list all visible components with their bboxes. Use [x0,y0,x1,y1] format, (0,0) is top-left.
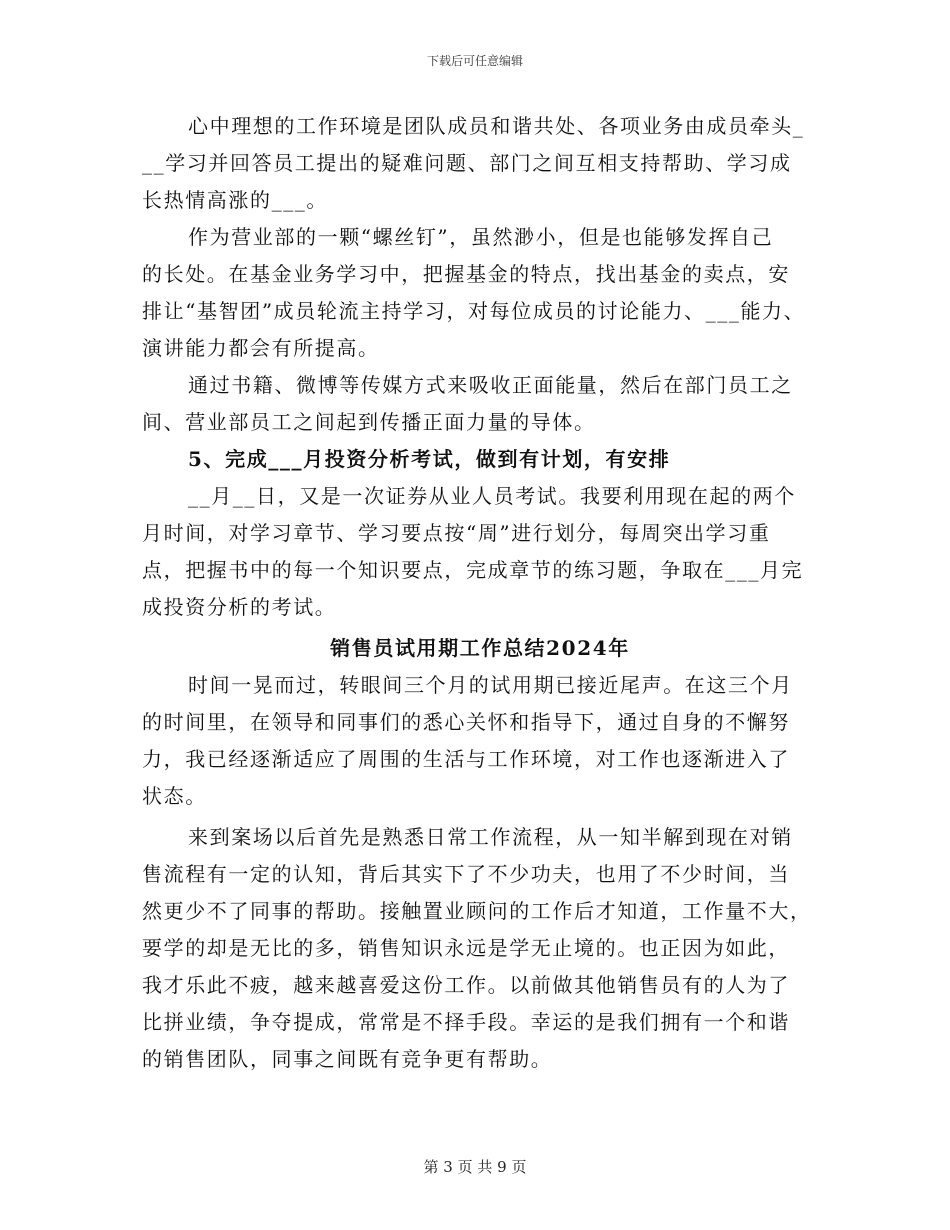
paragraph-line: 时间一晃而过，转眼间三个月的试用期已接近尾声。在这三个月 [188,673,793,697]
header-note: 下载后可任意编辑 [426,54,523,68]
paragraph-line: 力，我已经逐渐适应了周围的生活与工作环境，对工作也逐渐进入了 [142,747,790,771]
paragraph-line: 的时间里，在领导和同事们的悉心关怀和指导下，通过自身的不懈努 [142,710,790,734]
paragraph-line: 月时间，对学习章节、学习要点按“周”进行划分，每周突出学习重 [142,521,771,545]
paragraph-exam-plan [142,478,818,626]
paragraph-line: 间、营业部员工之间起到传播正面力量的导体。 [142,410,596,434]
paragraph-positive-energy [142,367,818,441]
paragraph-probation [142,667,818,815]
paragraph-work-environment [142,108,818,219]
paragraph-line: 长热情高涨的___。 [142,188,328,212]
paragraph-line: 我才乐此不疲，越来越喜爱这份工作。以前做其他销售员有的人为了 [142,973,790,997]
paragraph-line: 来到案场以后首先是熟悉日常工作流程，从一知半解到现在对销 [188,825,793,849]
paragraph-line: 演讲能力都会有所提高。 [142,336,380,360]
paragraph-line: 比拼业绩，争夺提成，常常是不择手段。幸运的是我们拥有一个和谐 [142,1010,790,1034]
article-title: 销售员试用期工作总结2024年 [330,636,630,660]
page-number-footer: 第 3 页 共 9 页 [423,1158,527,1176]
paragraph-line: 排让“基智团”成员轮流主持学习，对每位成员的讨论能力、___能力、 [142,299,806,323]
document-body [142,108,818,1078]
paragraph-line: 心中理想的工作环境是团队成员和谐共处、各项业务由成员牵头_ [188,114,805,138]
paragraph-line: 的长处。在基金业务学习中，把握基金的特点，找出基金的卖点，安 [142,262,790,286]
paragraph-line: 通过书籍、微博等传媒方式来吸收正面能量，然后在部门员工之 [188,373,793,397]
paragraph-line: 作为营业部的一颗“螺丝钉”，虽然渺小，但是也能够发挥自己 [188,225,774,249]
paragraph-line: 点，把握书中的每一个知识要点，完成章节的练习题，争取在___月完 [142,558,804,582]
paragraph-line: 要学的却是无比的多，销售知识永远是学无止境的。也正因为如此， [142,936,790,960]
paragraph-line: 状态。 [142,784,207,808]
paragraph-line: 售流程有一定的认知，背后其实下了不少功夫，也用了不少时间，当 [142,862,790,886]
paragraph-line: 然更少不了同事的帮助。接触置业顾问的工作后才知道，工作量不大， [142,899,812,923]
paragraph-line: 成投资分析的考试。 [142,595,337,619]
paragraph-line: __学习并回答员工提出的疑难问题、部门之间互相支持帮助、学习成 [142,151,792,175]
paragraph-line: __月__日，又是一次证券从业人员考试。我要利用现在起的两个 [188,484,796,508]
paragraph-screw [142,219,818,367]
paragraph-sales-team [142,819,818,1078]
section-heading: 5、完成___月投资分析考试，做到有计划，有安排 [188,447,671,471]
paragraph-line: 的销售团队，同事之间既有竞争更有帮助。 [142,1047,553,1071]
